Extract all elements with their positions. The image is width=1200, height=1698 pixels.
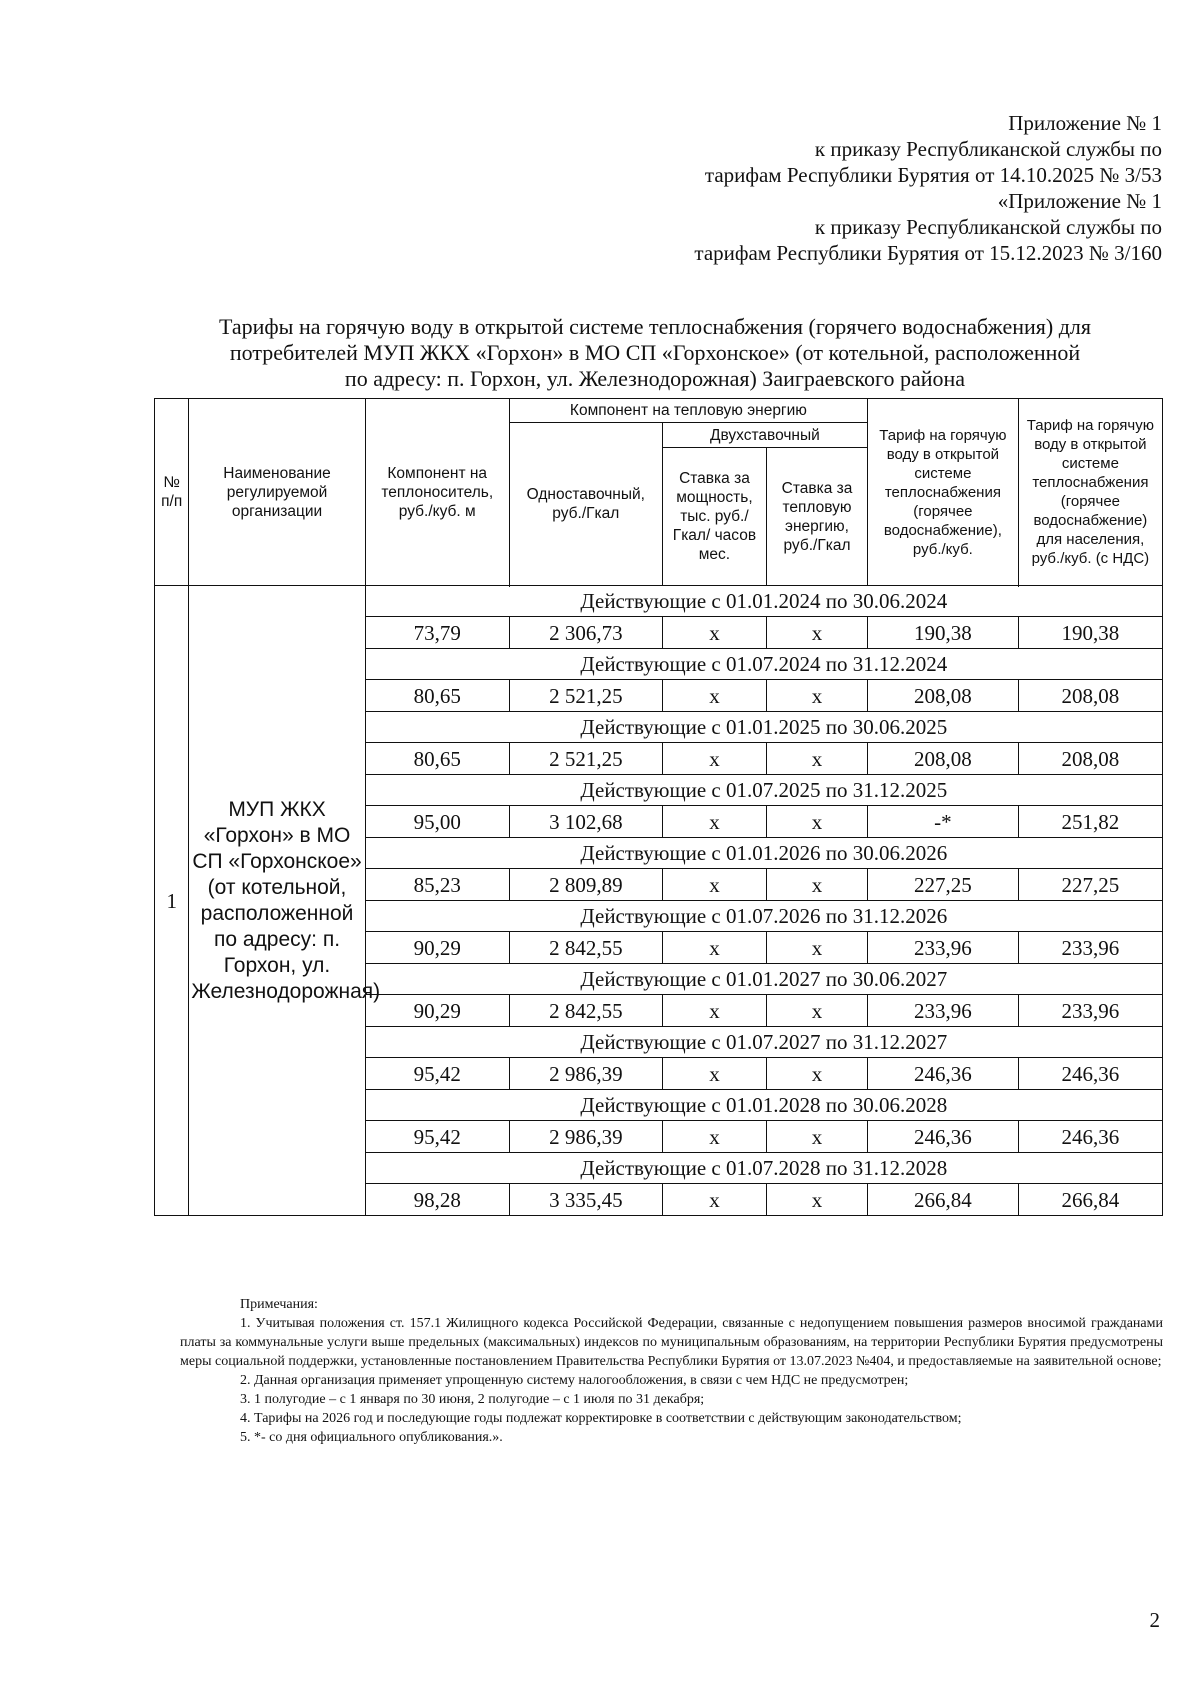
period-label: Действующие с 01.01.2026 по 30.06.2026 [365, 838, 1162, 869]
cell-tariff: 190,38 [867, 617, 1018, 649]
cell-carrier: 98,28 [365, 1184, 509, 1216]
cell-energy: x [767, 1184, 868, 1216]
row-number: 1 [155, 586, 189, 1216]
cell-single: 2 521,25 [509, 680, 662, 712]
period-label: Действующие с 01.07.2025 по 31.12.2025 [365, 775, 1162, 806]
note-item: 1. Учитывая положения ст. 157.1 Жилищного кодекса Российской Федерации, связанные с недопущением повышения размеров вносимой гражданами платы за коммунальные услуги выше предельных (максимальных) индексов по муниципальным образованиям, на территории Республики Бурятия предусмотрены меры социальной поддержки, установленные постановлением Правительства Республики Бурятия от 13.07.2023 №404, и предоставляемые на заявительной основе; [180, 1316, 1163, 1369]
period-label: Действующие с 01.07.2024 по 31.12.2024 [365, 649, 1162, 680]
cell-energy: x [767, 1058, 868, 1090]
cell-tariff: 233,96 [867, 995, 1018, 1027]
header-single-rate: Одноставочный, руб./Гкал [509, 423, 662, 586]
cell-single: 2 521,25 [509, 743, 662, 775]
cell-energy: x [767, 680, 868, 712]
cell-carrier: 80,65 [365, 743, 509, 775]
cell-tariff: 266,84 [867, 1184, 1018, 1216]
notes-heading: Примечания: [240, 1297, 318, 1312]
cell-energy: x [767, 743, 868, 775]
note-item: 2. Данная организация применяет упрощенную систему налогообложения, в связи с чем НДС не предусмотрен; [240, 1373, 909, 1388]
cell-energy: x [767, 932, 868, 964]
cell-tariff-pop: 233,96 [1018, 932, 1162, 964]
header-energy-group: Компонент на тепловую энергию [509, 399, 867, 423]
cell-single: 2 986,39 [509, 1058, 662, 1090]
tariff-table [154, 398, 1163, 1216]
header-line: к приказу Республиканской службы по [814, 137, 1162, 161]
cell-carrier: 80,65 [365, 680, 509, 712]
period-label: Действующие с 01.01.2027 по 30.06.2027 [365, 964, 1162, 995]
cell-carrier: 73,79 [365, 617, 509, 649]
cell-energy: x [767, 806, 868, 838]
header-energy-rate: Ставка за тепловую энергию, руб./Гкал [767, 448, 868, 586]
cell-capacity: x [662, 743, 766, 775]
cell-single: 2 306,73 [509, 617, 662, 649]
period-label: Действующие с 01.07.2028 по 31.12.2028 [365, 1153, 1162, 1184]
cell-single: 3 335,45 [509, 1184, 662, 1216]
note-item: 3. 1 полугодие – с 1 января по 30 июня, 2 полугодие – с 1 июля по 31 декабря; [240, 1392, 705, 1407]
cell-capacity: x [662, 806, 766, 838]
title-line: Тарифы на горячую воду в открытой системе теплоснабжения (горячего водоснабжения) для [219, 314, 1091, 339]
header-two-rate: Двухставочный [662, 423, 867, 448]
cell-tariff-pop: 266,84 [1018, 1184, 1162, 1216]
header-line: «Приложение № 1 [997, 189, 1162, 213]
cell-tariff-pop: 233,96 [1018, 995, 1162, 1027]
period-label: Действующие с 01.01.2024 по 30.06.2024 [365, 586, 1162, 617]
cell-carrier: 90,29 [365, 932, 509, 964]
cell-tariff: 208,08 [867, 743, 1018, 775]
cell-capacity: x [662, 1184, 766, 1216]
cell-capacity: x [662, 1121, 766, 1153]
cell-tariff-pop: 208,08 [1018, 743, 1162, 775]
cell-tariff: 208,08 [867, 680, 1018, 712]
cell-capacity: x [662, 680, 766, 712]
period-label: Действующие с 01.07.2026 по 31.12.2026 [365, 901, 1162, 932]
cell-single: 2 986,39 [509, 1121, 662, 1153]
cell-single: 2 842,55 [509, 995, 662, 1027]
cell-tariff: 227,25 [867, 869, 1018, 901]
header-line: тарифам Республики Бурятия от 14.10.2025 № 3/53 [704, 163, 1162, 187]
period-label: Действующие с 01.01.2028 по 30.06.2028 [365, 1090, 1162, 1121]
period-row [155, 586, 1163, 617]
header-line: Приложение № 1 [1008, 111, 1162, 135]
cell-tariff: 233,96 [867, 932, 1018, 964]
cell-single: 2 842,55 [509, 932, 662, 964]
period-label: Действующие с 01.01.2025 по 30.06.2025 [365, 712, 1162, 743]
header-tariff: Тариф на горячую воду в открытой системе теплоснабжения (горячее водоснабжение), руб./куб. [867, 399, 1018, 586]
header-carrier: Компонент на теплоноситель, руб./куб. м [365, 399, 509, 586]
notes [180, 1295, 1163, 1447]
cell-energy: x [767, 1121, 868, 1153]
cell-tariff-pop: 208,08 [1018, 680, 1162, 712]
cell-tariff-pop: 246,36 [1018, 1121, 1162, 1153]
header-org: Наименование регулируемой организации [189, 399, 365, 586]
header-tariff-population: Тариф на горячую воду в открытой системе теплоснабжения (горячее водоснабжение) для населения, руб./куб. (с НДС) [1018, 399, 1162, 586]
cell-carrier: 95,42 [365, 1121, 509, 1153]
period-label: Действующие с 01.07.2027 по 31.12.2027 [365, 1027, 1162, 1058]
header-num: № п/п [155, 399, 189, 586]
cell-tariff-pop: 227,25 [1018, 869, 1162, 901]
cell-tariff: 246,36 [867, 1121, 1018, 1153]
document-title [150, 314, 1160, 392]
cell-tariff-pop: 251,82 [1018, 806, 1162, 838]
cell-single: 3 102,68 [509, 806, 662, 838]
cell-capacity: x [662, 1058, 766, 1090]
cell-energy: x [767, 869, 868, 901]
cell-carrier: 85,23 [365, 869, 509, 901]
cell-energy: x [767, 617, 868, 649]
header-line: тарифам Республики Бурятия от 15.12.2023 № 3/160 [694, 241, 1162, 265]
cell-energy: x [767, 995, 868, 1027]
note-item: 4. Тарифы на 2026 год и последующие годы подлежат корректировке в соответствии с действующим законодательством; [240, 1411, 962, 1426]
cell-single: 2 809,89 [509, 869, 662, 901]
title-line: по адресу: п. Горхон, ул. Железнодорожная) Заиграевского района [344, 366, 966, 391]
document-header [694, 110, 1162, 266]
organization-name: МУП ЖКХ «Горхон» в МО СП «Горхонское» (от котельной, расположенной по адресу: п. Горхон, ул. Железнодорожная) [189, 586, 365, 1216]
cell-carrier: 95,42 [365, 1058, 509, 1090]
cell-tariff-pop: 190,38 [1018, 617, 1162, 649]
header-line: к приказу Республиканской службы по [814, 215, 1162, 239]
title-line: потребителей МУП ЖКХ «Горхон» в МО СП «Горхонское» (от котельной, расположенной [229, 340, 1081, 365]
cell-tariff: -* [867, 806, 1018, 838]
page-number: 2 [1149, 1608, 1160, 1632]
cell-capacity: x [662, 932, 766, 964]
cell-tariff-pop: 246,36 [1018, 1058, 1162, 1090]
header-capacity-rate: Ставка за мощность, тыс. руб./Гкал/ часов мес. [662, 448, 766, 586]
cell-carrier: 90,29 [365, 995, 509, 1027]
cell-capacity: x [662, 995, 766, 1027]
cell-tariff: 246,36 [867, 1058, 1018, 1090]
cell-capacity: x [662, 617, 766, 649]
cell-carrier: 95,00 [365, 806, 509, 838]
note-item: 5. *- со дня официального опубликования.». [240, 1430, 503, 1445]
cell-capacity: x [662, 869, 766, 901]
